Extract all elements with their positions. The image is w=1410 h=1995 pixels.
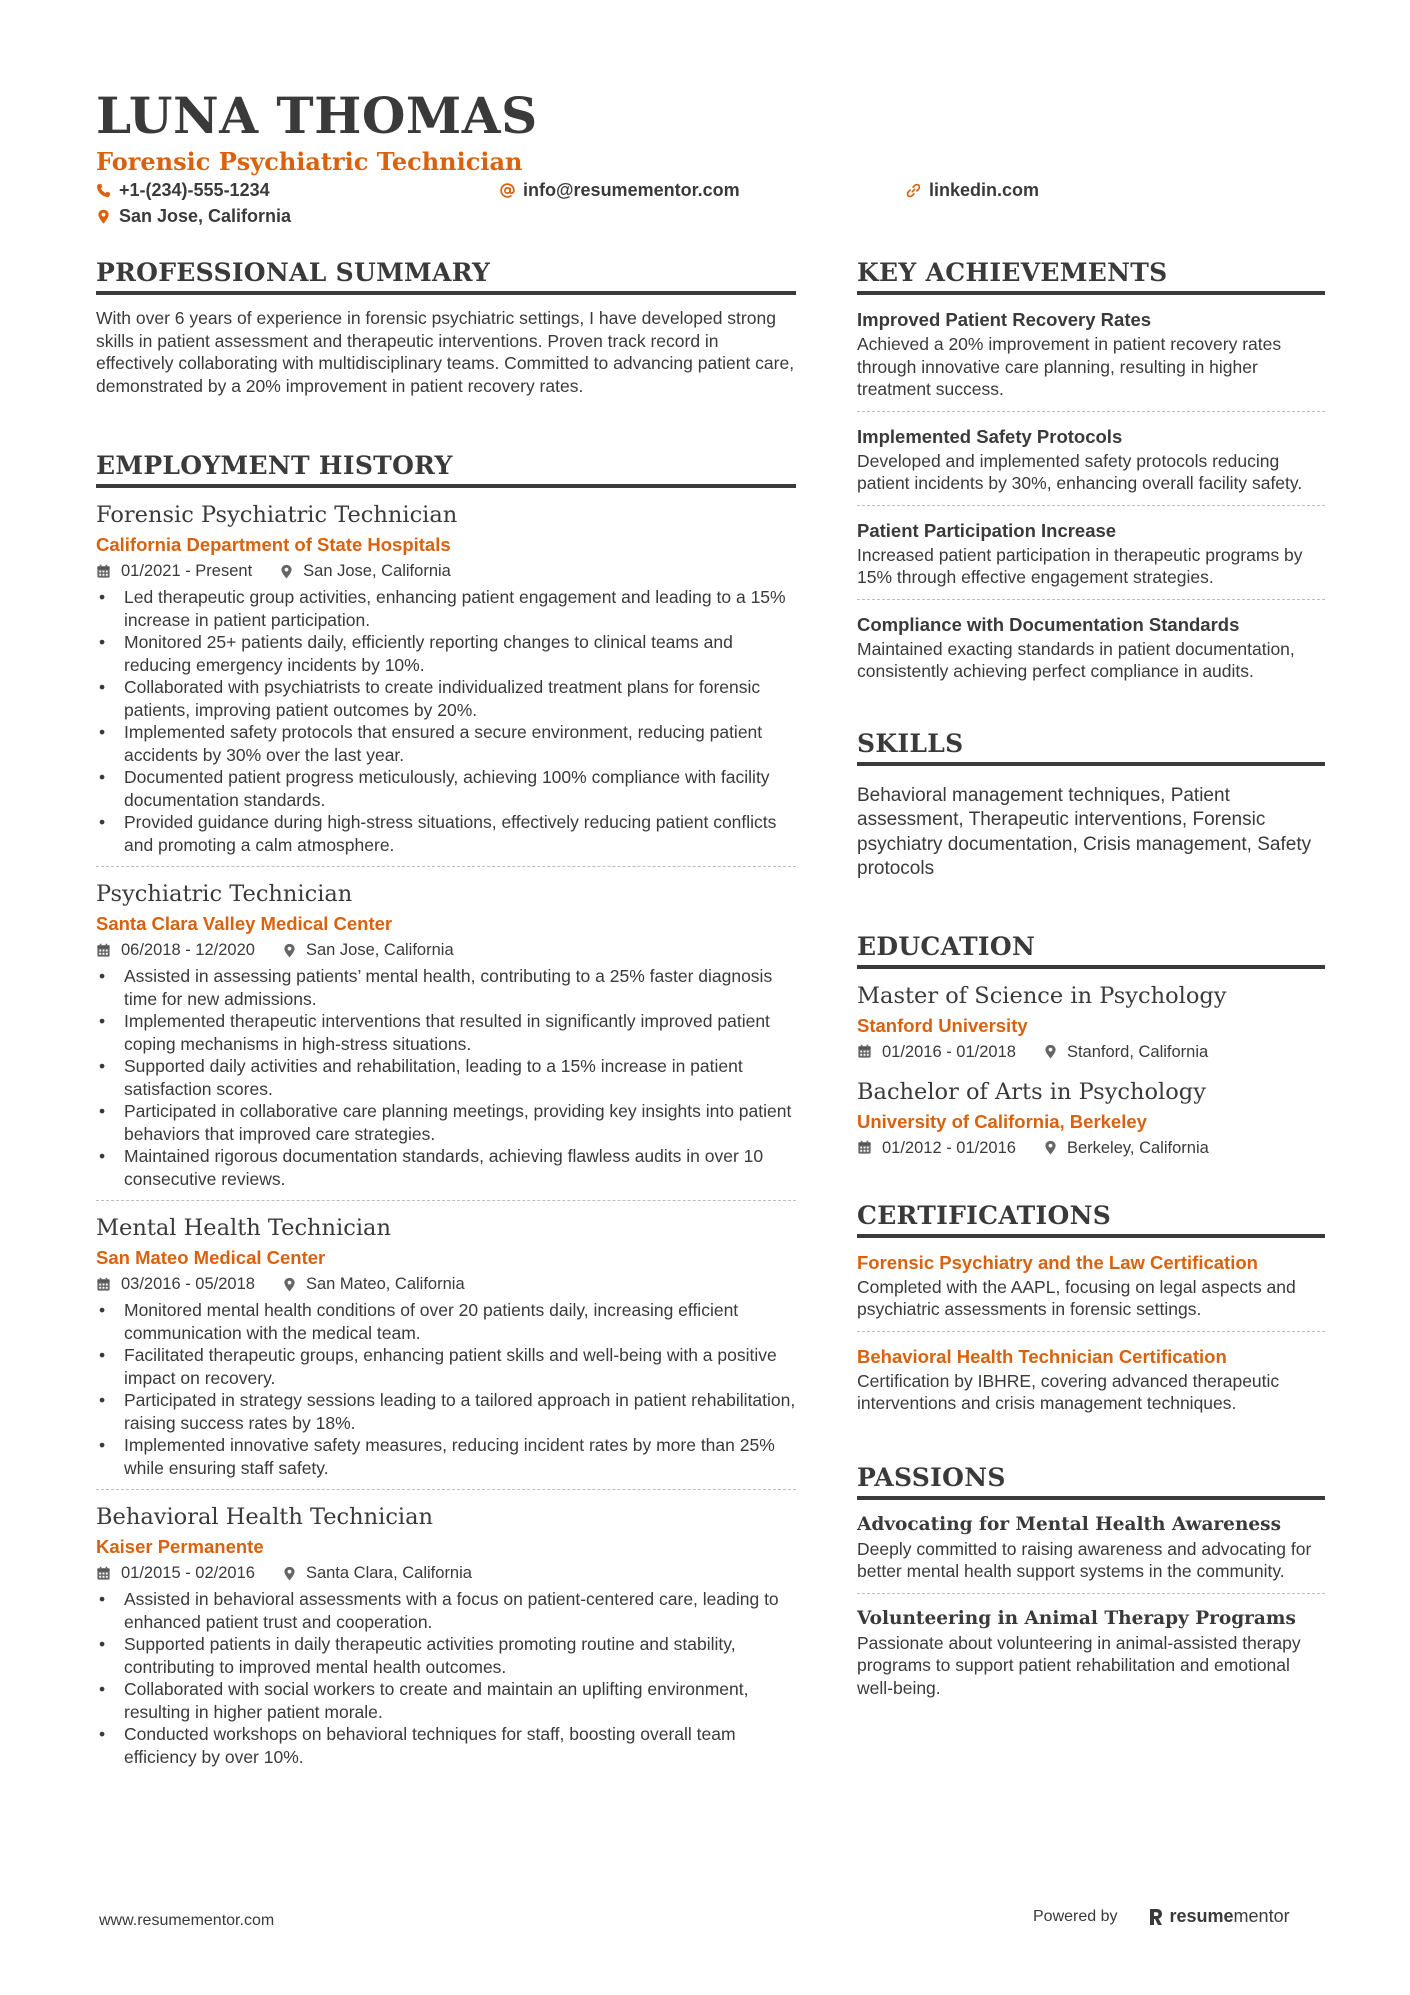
- certification-item: [857, 1250, 1325, 1332]
- passion-list: [857, 1512, 1325, 1710]
- left-column: [96, 258, 796, 1790]
- job-bullet: • Documented patient progress meticulously, achieving 100% compliance with facility documentation standards.: [96, 766, 796, 811]
- job-company: Kaiser Permanente: [96, 1536, 264, 1557]
- job-bullet: • Facilitated therapeutic groups, enhancing patient skills and well-being with a positive impact on recovery.: [96, 1344, 796, 1389]
- footer-powered-by: [1033, 1906, 1290, 1927]
- linkedin-text[interactable]: linkedin.com: [929, 180, 1040, 200]
- skills-text: Behavioral management techniques, Patient assessment, Therapeutic interventions, Forensic psychiatry documentation, Crisis management, Safety protocols: [857, 784, 1312, 879]
- location-text: San Jose, California: [305, 941, 454, 959]
- date-location-row: [96, 1271, 796, 1297]
- section-heading: CERTIFICATIONS: [857, 1201, 1325, 1238]
- right-column: [857, 258, 1325, 1721]
- job-bullet: • Collaborated with social workers to create and maintain an uplifting environment, resulting in higher patient morale.: [96, 1678, 796, 1723]
- brand-logo-icon: [1148, 1907, 1164, 1927]
- calendar-icon: [96, 1566, 111, 1581]
- calendar-icon: [857, 1140, 872, 1155]
- footer-website[interactable]: www.resumementor.com: [99, 1912, 275, 1929]
- achievement-description: Developed and implemented safety protocols reducing patient incidents by 30%, enhancing overall facility safety.: [857, 450, 1303, 493]
- achievement-title: Improved Patient Recovery Rates: [857, 309, 1152, 330]
- email-text[interactable]: info@resumementor.com: [523, 180, 740, 200]
- job-company: California Department of State Hospitals: [96, 534, 451, 555]
- date-location-row: [96, 1560, 796, 1586]
- achievement-description: Increased patient participation in therapeutic programs by 15% through effective engagement strategies.: [857, 544, 1303, 587]
- certification-description: Certification by IBHRE, covering advanced therapeutic interventions and crisis management techniques.: [857, 1370, 1280, 1413]
- school: University of California, Berkeley: [857, 1110, 1147, 1132]
- date-range: 01/2016 - 01/2018: [882, 1042, 1016, 1061]
- contact-linkedin: [906, 180, 1039, 201]
- location: [280, 558, 451, 584]
- job-bullet: • Provided guidance during high-stress situations, effectively reducing patient conflicts and promoting a calm atmosphere.: [96, 811, 796, 856]
- location-pin-icon: [1044, 1140, 1057, 1155]
- date-range: 01/2015 - 02/2016: [121, 1564, 255, 1582]
- job-bullet: • Maintained rigorous documentation standards, achieving flawless audits in over 10 consecutive reviews.: [96, 1145, 796, 1190]
- location-pin-icon: [283, 943, 296, 958]
- achievement-title: Patient Participation Increase: [857, 519, 1117, 541]
- skills-section: [857, 729, 1325, 882]
- job-bullet: • Participated in collaborative care planning meetings, providing key insights into patient behaviors that improved care strategies.: [96, 1100, 796, 1145]
- job-title: Behavioral Health Technician: [96, 1504, 434, 1530]
- brand-name-light: mentor: [1233, 1906, 1290, 1926]
- location-text: Santa Clara, California: [305, 1564, 472, 1582]
- job-entry: [96, 1502, 796, 1778]
- location-text: San Jose, California: [303, 562, 451, 580]
- achievement-list: [857, 307, 1325, 693]
- passion-title: Advocating for Mental Health Awareness: [857, 1513, 1282, 1535]
- passion-description: Passionate about volunteering in animal-assisted therapy programs to support patient rehabilitation and emotional well-being.: [857, 1632, 1301, 1698]
- contact-location: [96, 206, 291, 227]
- job-bullet: • Monitored mental health conditions of over 20 patients daily, increasing efficient communication with the medical team.: [96, 1299, 796, 1344]
- certification-title: Behavioral Health Technician Certification: [857, 1345, 1227, 1367]
- job-bullets: [96, 1299, 796, 1479]
- location-pin-icon: [283, 1566, 296, 1581]
- job-list: [96, 500, 796, 1778]
- date-location-row: [96, 937, 796, 963]
- date-location-row: [96, 558, 796, 584]
- certification-title: Forensic Psychiatry and the Law Certification: [857, 1251, 1258, 1273]
- professional-summary-section: [96, 258, 796, 397]
- calendar-icon: [96, 564, 111, 579]
- date-range: 03/2016 - 05/2018: [121, 1275, 255, 1293]
- link-icon: [906, 183, 921, 198]
- job-bullet: • Implemented therapeutic interventions that resulted in significantly improved patient coping mechanisms in high-stress situations.: [96, 1010, 796, 1055]
- school: Stanford University: [857, 1014, 1028, 1036]
- date-range: 01/2012 - 01/2016: [882, 1138, 1016, 1157]
- certification-list: [857, 1250, 1325, 1425]
- location-text: Stanford, California: [1066, 1042, 1209, 1061]
- certification-description: Completed with the AAPL, focusing on legal aspects and psychiatric assessments in forensic settings.: [857, 1276, 1296, 1319]
- job-bullet: • Collaborated with psychiatrists to create individualized treatment plans for forensic patients, improving patient outcomes by 20%.: [96, 676, 796, 721]
- passion-description: Deeply committed to raising awareness and advocating for better mental health support systems in the community.: [857, 1538, 1312, 1581]
- resume-header: [96, 88, 1326, 236]
- job-title: Mental Health Technician: [96, 1215, 391, 1241]
- job-bullet: • Led therapeutic group activities, enhancing patient engagement and leading to a 15% increase in patient participation.: [96, 586, 796, 631]
- calendar-icon: [96, 943, 111, 958]
- job-entry: [96, 500, 796, 867]
- location-text: Berkeley, California: [1066, 1138, 1209, 1157]
- date-location-row: [857, 1135, 1325, 1161]
- section-heading: EDUCATION: [857, 932, 1325, 969]
- achievement-item: [857, 424, 1325, 506]
- location-pin-icon: [96, 209, 111, 224]
- location-text: San Jose, California: [119, 206, 292, 226]
- achievement-item: [857, 518, 1325, 600]
- education-item: [857, 1077, 1325, 1161]
- brand-name-bold: resume: [1169, 1906, 1234, 1926]
- calendar-icon: [857, 1044, 872, 1059]
- passions-section: [857, 1463, 1325, 1710]
- contact-email: [500, 180, 740, 201]
- location-text: San Mateo, California: [305, 1275, 465, 1293]
- section-heading: KEY ACHIEVEMENTS: [857, 258, 1325, 295]
- achievement-description: Achieved a 20% improvement in patient recovery rates through innovative care planning, resulting in higher treatment success.: [857, 334, 1282, 399]
- location: [283, 937, 454, 963]
- location-pin-icon: [1044, 1044, 1057, 1059]
- date-location-row: [857, 1039, 1325, 1065]
- degree: Master of Science in Psychology: [857, 982, 1227, 1009]
- location: [283, 1271, 465, 1297]
- job-bullet: • Supported daily activities and rehabilitation, leading to a 15% increase in patient satisfaction scores.: [96, 1055, 796, 1100]
- candidate-name: LUNA THOMAS: [96, 86, 538, 145]
- passion-item: [857, 1512, 1325, 1594]
- job-bullet: • Conducted workshops on behavioral techniques for staff, boosting overall team efficiency by over 10%.: [96, 1723, 796, 1768]
- section-heading: EMPLOYMENT HISTORY: [96, 451, 796, 488]
- job-bullet: • Implemented innovative safety measures, reducing incident rates by more than 25% while ensuring staff safety.: [96, 1434, 796, 1479]
- job-bullet: • Assisted in behavioral assessments with a focus on patient-centered care, leading to enhanced patient trust and cooperation.: [96, 1588, 796, 1633]
- job-bullets: [96, 586, 796, 856]
- section-heading: PROFESSIONAL SUMMARY: [96, 258, 796, 295]
- achievement-description: Maintained exacting standards in patient documentation, consistently achieving perfect compliance in audits.: [857, 638, 1295, 681]
- education-section: [857, 932, 1325, 1161]
- achievement-item: [857, 307, 1325, 412]
- passion-item: [857, 1606, 1325, 1710]
- education-list: [857, 981, 1325, 1161]
- job-entry: [96, 879, 796, 1201]
- at-icon: [500, 183, 515, 198]
- phone-text[interactable]: +1-(234)-555-1234: [119, 180, 270, 200]
- section-heading: SKILLS: [857, 729, 1325, 766]
- job-title: Psychiatric Technician: [96, 881, 353, 907]
- job-bullets: [96, 965, 796, 1190]
- job-bullet: • Supported patients in daily therapeutic activities promoting routine and stability, contributing to improved mental health outcomes.: [96, 1633, 796, 1678]
- employment-history-section: [96, 451, 796, 1778]
- achievement-title: Implemented Safety Protocols: [857, 425, 1123, 447]
- passion-title: Volunteering in Animal Therapy Programs: [857, 1607, 1296, 1629]
- job-entry: [96, 1213, 796, 1490]
- contact-phone: [96, 180, 270, 201]
- powered-by-label: Powered by: [1033, 1907, 1118, 1925]
- certification-item: [857, 1344, 1325, 1425]
- location: [1044, 1135, 1209, 1161]
- achievement-title: Compliance with Documentation Standards: [857, 613, 1240, 635]
- location: [1044, 1039, 1208, 1065]
- certifications-section: [857, 1201, 1325, 1425]
- brand-logo[interactable]: [1148, 1906, 1290, 1927]
- job-bullet: • Monitored 25+ patients daily, efficiently reporting changes to clinical teams and reducing emergency incidents by 10%.: [96, 631, 796, 676]
- location: [283, 1560, 472, 1586]
- location-pin-icon: [280, 564, 293, 579]
- date-range: 06/2018 - 12/2020: [121, 941, 255, 959]
- job-title: Forensic Psychiatric Technician: [96, 502, 458, 528]
- education-item: [857, 981, 1325, 1065]
- job-company: Santa Clara Valley Medical Center: [96, 913, 393, 934]
- candidate-title: Forensic Psychiatric Technician: [96, 147, 523, 176]
- achievement-item: [857, 612, 1325, 693]
- job-bullet: • Implemented safety protocols that ensured a secure environment, reducing patient accidents by 30% over the last year.: [96, 721, 796, 766]
- date-range: 01/2021 - Present: [121, 562, 253, 580]
- job-company: San Mateo Medical Center: [96, 1247, 326, 1268]
- phone-icon: [96, 183, 111, 198]
- job-bullet: • Participated in strategy sessions leading to a tailored approach in patient rehabilitation, raising success rates by 18%.: [96, 1389, 796, 1434]
- location-pin-icon: [283, 1277, 296, 1292]
- job-bullets: [96, 1588, 796, 1768]
- key-achievements-section: [857, 258, 1325, 693]
- job-bullet: • Assisted in assessing patients’ mental health, contributing to a 25% faster diagnosis time for new admissions.: [96, 965, 796, 1010]
- calendar-icon: [96, 1277, 111, 1292]
- summary-text: With over 6 years of experience in forensic psychiatric settings, I have developed strong skills in patient assessment and therapeutic interventions. Proven track record in effectively collaborating with multidisciplinary teams. Committed to advancing patient care, demonstrated by a 20% improvement in patient recovery rates.: [96, 308, 795, 396]
- degree: Bachelor of Arts in Psychology: [857, 1078, 1206, 1105]
- contact-info: [96, 180, 1326, 236]
- section-heading: PASSIONS: [857, 1463, 1325, 1500]
